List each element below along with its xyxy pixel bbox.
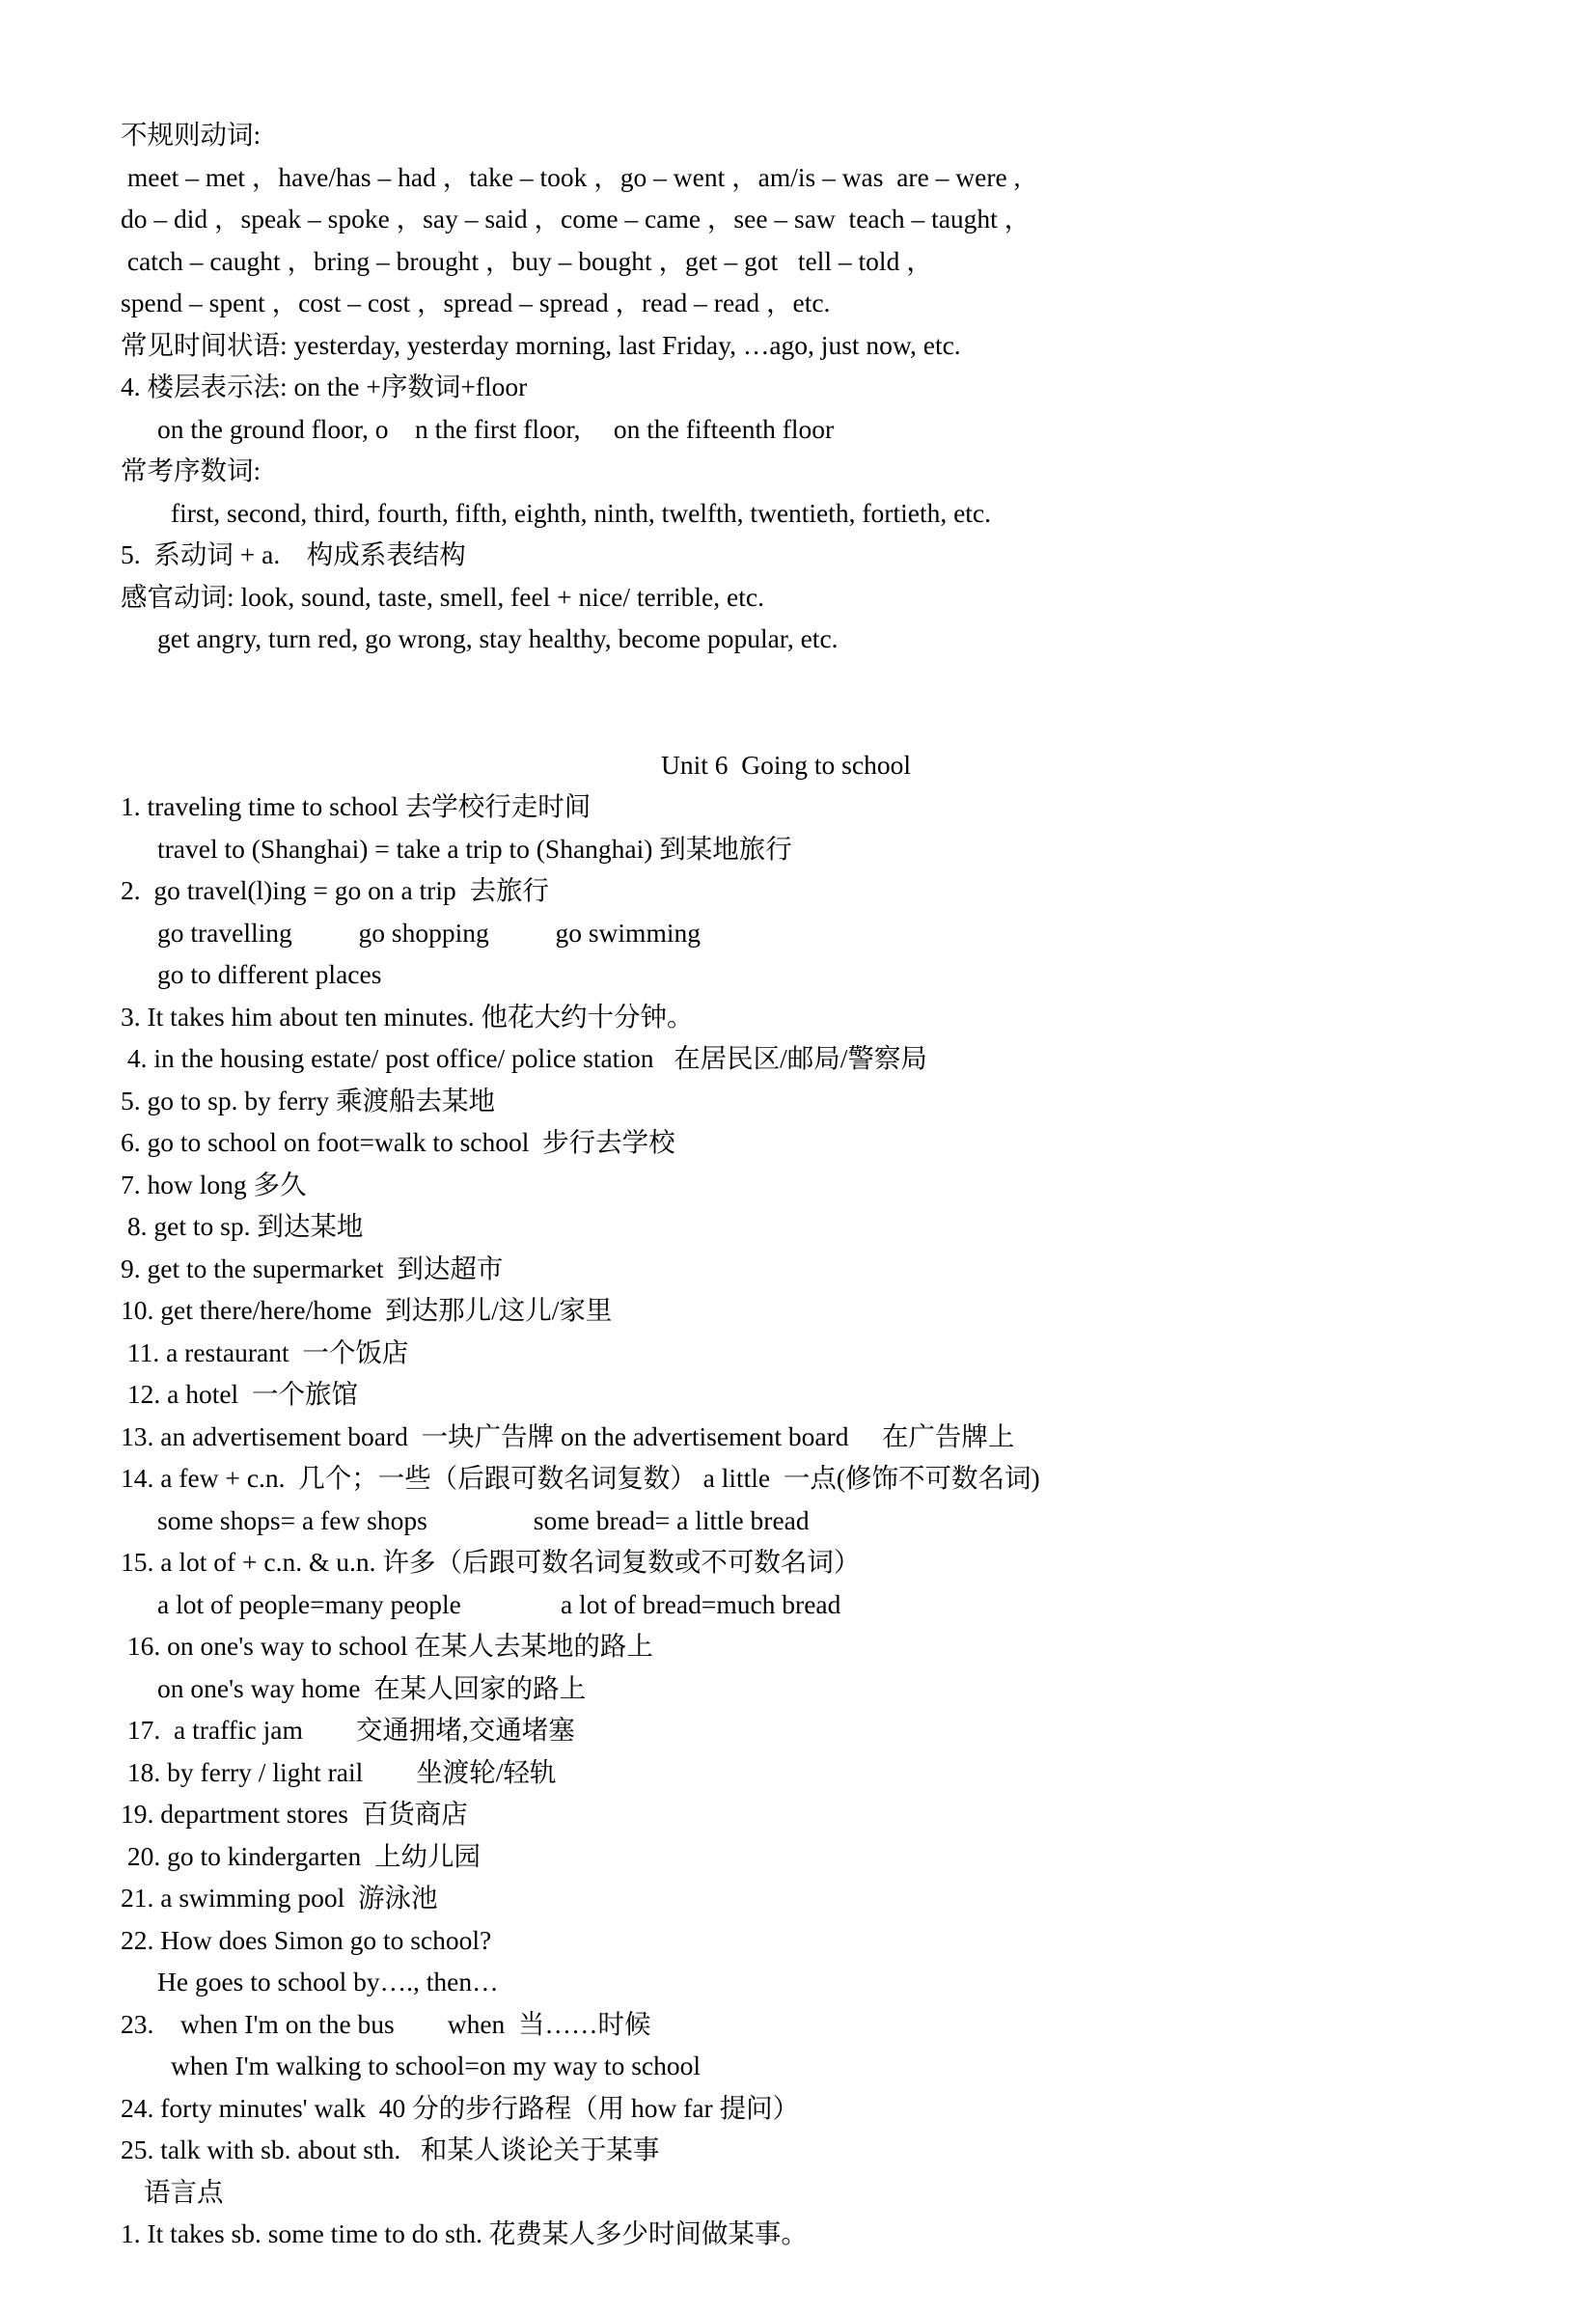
text-line: 12. a hotel 一个旅馆 [121,1379,358,1409]
text-line: 19. department stores 百货商店 [121,1799,468,1829]
text-line: 14. a few + c.n. 几个；一些（后跟可数名词复数） a little 一点(修饰不可数名词) [121,1463,1040,1493]
text-line: 4. 楼层表示法: on the +序数词+floor [121,372,528,401]
text-line: 语言点 [144,2176,224,2207]
document-body [121,114,1451,2255]
text-line: get angry, turn red, go wrong, stay healthy, become popular, etc. [157,623,839,653]
text-line: meet – met ，have/has – had ，take – took ，go – went ，am/is – was are – were , [121,161,1021,192]
text-line: 5. 系动词 + a. 构成系表结构 [121,539,466,569]
text-line: go travelling go shopping go swimming [157,917,701,948]
text-line: 5. go to sp. by ferry 乘渡船去某地 [121,1085,496,1115]
text-line: 11. a restaurant 一个饭店 [121,1336,409,1367]
section-irregular-verbs [121,114,1451,660]
text-line: 20. go to kindergarten 上幼儿园 [121,1840,481,1871]
blank-line [121,702,1451,744]
text-line: 不规则动词: [121,120,261,150]
text-line: 22. How does Simon go to school? [121,1924,492,1955]
text-line: 8. get to sp. 到达某地 [121,1211,364,1241]
text-line: travel to (Shanghai) = take a trip to (Shanghai) 到某地旅行 [157,833,792,864]
text-line: He goes to school by…., then… [157,1967,499,1996]
text-line: 9. get to the supermarket 到达超市 [121,1253,504,1283]
text-line: when I'm walking to school=on my way to school [171,2051,702,2080]
text-line: 17. a traffic jam 交通拥堵,交通堵塞 [121,1715,575,1745]
text-line: 3. It takes him about ten minutes. 他花大约十分钟。 [121,1001,694,1032]
text-line: on one's way home 在某人回家的路上 [157,1672,587,1703]
text-line: 6. go to school on foot=walk to school 步行去学校 [121,1127,675,1157]
text-line: spend – spent ，cost – cost ，spread – spread ，read – read ，etc. [121,288,831,317]
text-line: 18. by ferry / light rail 坐渡轮/轻轨 [121,1756,557,1787]
text-line: go to different places [157,959,382,989]
text-line: 13. an advertisement board 一块广告牌 on the advertisement board 在广告牌上 [121,1420,1015,1451]
text-line: 常考序数词: [121,455,261,485]
text-line: a lot of people=many people a lot of bread=much bread [157,1588,841,1619]
blank-line [121,660,1451,702]
text-line: first, second, third, fourth, fifth, eighth, ninth, twelfth, twentieth, fortieth, etc. [171,497,992,528]
text-line: 24. forty minutes' walk 40 分的步行路程（用 how far 提问） [121,2092,800,2123]
text-line: 2. go travel(l)ing = go on a trip 去旅行 [121,875,549,905]
text-line: 10. get there/here/home 到达那儿/这儿/家里 [121,1295,613,1325]
text-line: 25. talk with sb. about sth. 和某人谈论关于某事 [121,2134,660,2164]
text-line: on the ground floor, o n the first floor, on the fifteenth floor [157,413,835,444]
text-line: 15. a lot of + c.n. & u.n. 许多（后跟可数名词复数或不可数名词） [121,1547,861,1577]
text-line: 1. traveling time to school 去学校行走时间 [121,791,592,821]
text-line: 23. when I'm on the bus when 当……时候 [121,2008,651,2039]
text-line: 常见时间状语: yesterday, yesterday morning, last Friday, …ago, just now, etc. [121,329,961,360]
section-unit6 [121,744,1451,2171]
text-line: 7. how long 多久 [121,1169,307,1199]
text-line: do – did ，speak – spoke ，say – said ，come – came ，see – saw teach – taught ， [121,204,1032,234]
text-line: 1. It takes sb. some time to do sth. 花费某人多少时间做某事。 [121,2218,808,2248]
text-line: 4. in the housing estate/ post office/ police station 在居民区/邮局/警察局 [121,1043,927,1073]
text-line: 21. a swimming pool 游泳池 [121,1883,438,1913]
text-line: some shops= a few shops some bread= a little bread [157,1504,810,1535]
section-language-points [121,2171,1451,2255]
text-line: catch – caught ，bring – brought ，buy – bought ，get – got tell – told ， [121,245,933,276]
text-line: 感官动词: look, sound, taste, smell, feel + nice/ terrible, etc. [121,581,764,612]
section-heading: Unit 6 Going to school [661,749,911,780]
text-line: 16. on one's way to school 在某人去某地的路上 [121,1631,653,1661]
